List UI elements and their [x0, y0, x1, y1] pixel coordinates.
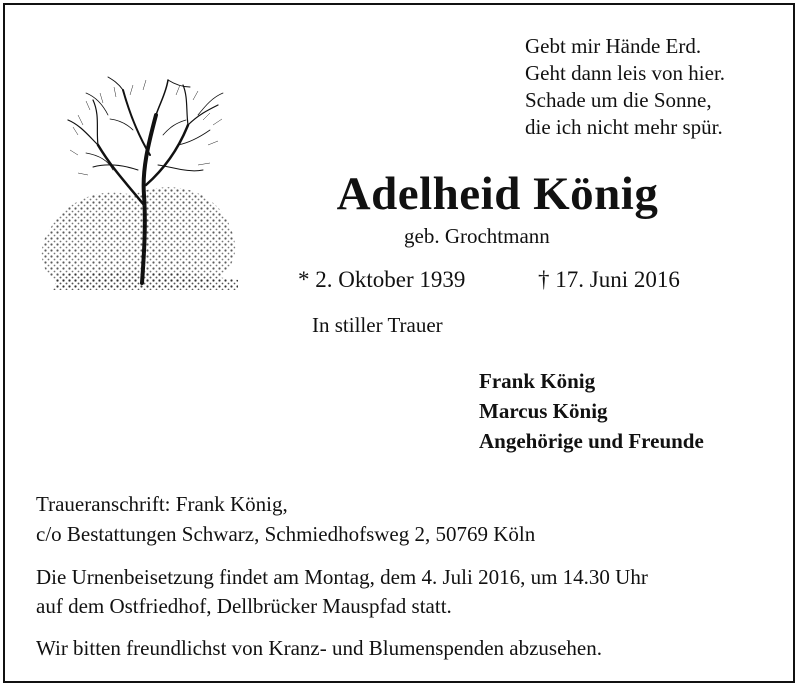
service-line: auf dem Ostfriedhof, Dellbrücker Mauspfad statt.	[36, 594, 452, 618]
address-line: c/o Bestattungen Schwarz, Schmiedhofsweg 2, 50769 Köln	[36, 522, 536, 546]
mourner-name: Marcus König	[479, 399, 608, 423]
service-info	[36, 563, 648, 621]
mourner-name: Frank König	[479, 369, 596, 393]
mourner-name: Angehörige und Freunde	[479, 429, 704, 453]
deceased-name: Adelheid König	[336, 168, 659, 220]
birth-date: * 2. Oktober 1939	[298, 267, 466, 292]
poem-line: Schade um die Sonne,	[525, 88, 712, 112]
service-line: Die Urnenbeisetzung findet am Montag, dem 4. Juli 2016, um 14.30 Uhr	[36, 565, 648, 589]
poem	[525, 33, 725, 141]
mourners-list	[479, 366, 704, 456]
mourning-intro: In stiller Trauer	[312, 313, 443, 337]
condolence-address	[36, 489, 535, 549]
maiden-name: geb. Grochtmann	[404, 224, 550, 248]
poem-line: die ich nicht mehr spür.	[525, 115, 723, 139]
donation-request: Wir bitten freundlichst von Kranz- und Blumenspenden abzusehen.	[36, 636, 602, 660]
death-date: † 17. Juni 2016	[538, 267, 680, 292]
poem-line: Geht dann leis von hier.	[525, 61, 726, 85]
poem-line: Gebt mir Hände Erd.	[525, 34, 702, 58]
address-line: Traueranschrift: Frank König,	[36, 492, 288, 516]
